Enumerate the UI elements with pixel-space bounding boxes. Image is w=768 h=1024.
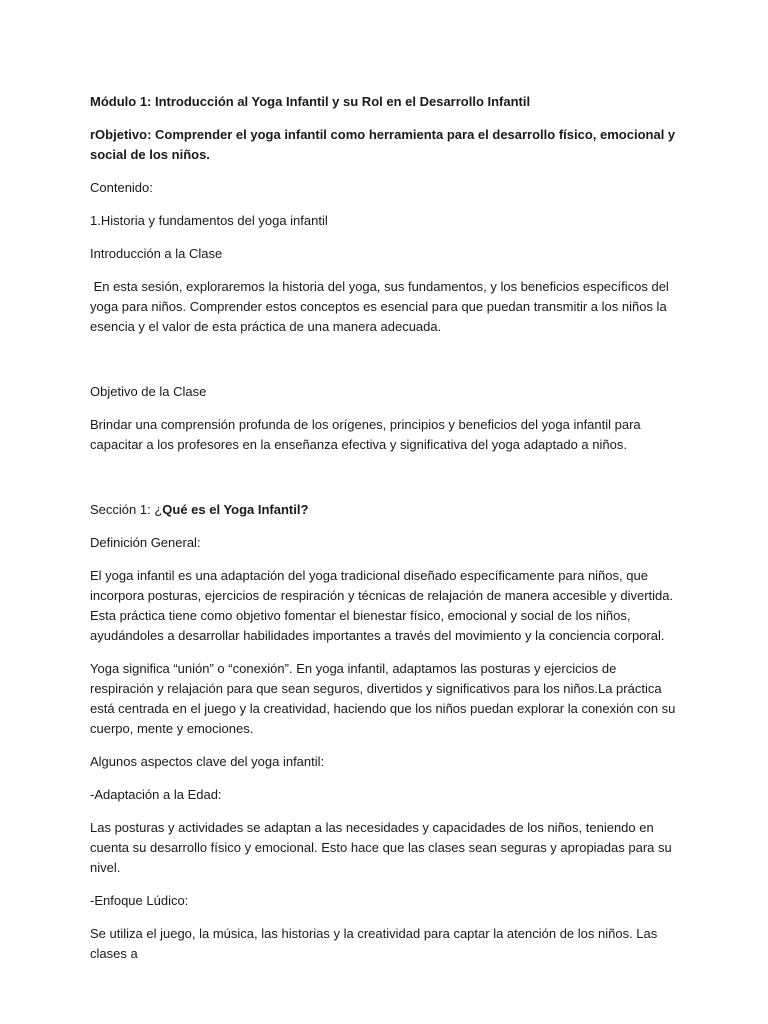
playful-focus-heading: -Enfoque Lúdico: bbox=[90, 893, 189, 908]
contents-item-1: 1.Historia y fundamentos del yoga infantil bbox=[90, 213, 328, 228]
section-1-heading bbox=[90, 500, 682, 520]
section-1-prefix: Sección 1: ¿ bbox=[90, 502, 163, 517]
yoga-meaning-text: Yoga significa “unión” o “conexión”. En yoga infantil, adaptamos las posturas y ejercicios de respiración y relajación para que sean seguros, divertidos y significativos para los niños.La práctica está centrada en el juego y la creatividad, haciendo que los niños puedan explorar la conexión con su cuerpo, mente y emociones. bbox=[90, 661, 676, 736]
class-objective-heading: Objetivo de la Clase bbox=[90, 384, 207, 399]
document-page bbox=[90, 92, 682, 964]
class-objective-text: Brindar una comprensión profunda de los orígenes, principios y beneficios del yoga infantil para capacitar a los profesores en la enseñanza efectiva y significativa del yoga adaptado a niños. bbox=[90, 417, 641, 452]
key-aspects-heading: Algunos aspectos clave del yoga infantil: bbox=[90, 754, 325, 769]
intro-heading: Introducción a la Clase bbox=[90, 246, 223, 261]
age-adaptation-text: Las posturas y actividades se adaptan a las necesidades y capacidades de los niños, teniendo en cuenta su desarrollo físico y emocional. Esto hace que las clases sean seguras y apropiadas para su nivel. bbox=[90, 820, 672, 875]
definition-heading: Definición General: bbox=[90, 535, 201, 550]
age-adaptation-heading: -Adaptación a la Edad: bbox=[90, 787, 222, 802]
playful-focus-text: Se utiliza el juego, la música, las historias y la creatividad para captar la atención de los niños. Las clases a bbox=[90, 926, 658, 961]
section-1-title: Qué es el Yoga Infantil? bbox=[162, 502, 309, 517]
contents-label: Contenido: bbox=[90, 180, 153, 195]
definition-text: El yoga infantil es una adaptación del yoga tradicional diseñado específicamente para niños, que incorpora posturas, ejercicios de respiración y técnicas de relajación de manera accesible y divertida. Esta práctica tiene como objetivo fomentar el bienestar físico, emocional y social de los niños, ayudándoles a desarrollar habilidades importantes a través del movimiento y la conciencia corporal. bbox=[90, 568, 674, 643]
module-objective: rObjetivo: Comprender el yoga infantil como herramienta para el desarrollo físico, emocional y social de los niños. bbox=[90, 127, 676, 162]
intro-text: En esta sesión, exploraremos la historia del yoga, sus fundamentos, y los beneficios específicos del yoga para niños. Comprender estos conceptos es esencial para que puedan transmitir a los niños la esencia y el valor de esta práctica de una manera adecuada. bbox=[90, 279, 673, 334]
module-title: Módulo 1: Introducción al Yoga Infantil y su Rol en el Desarrollo Infantil bbox=[90, 94, 531, 109]
